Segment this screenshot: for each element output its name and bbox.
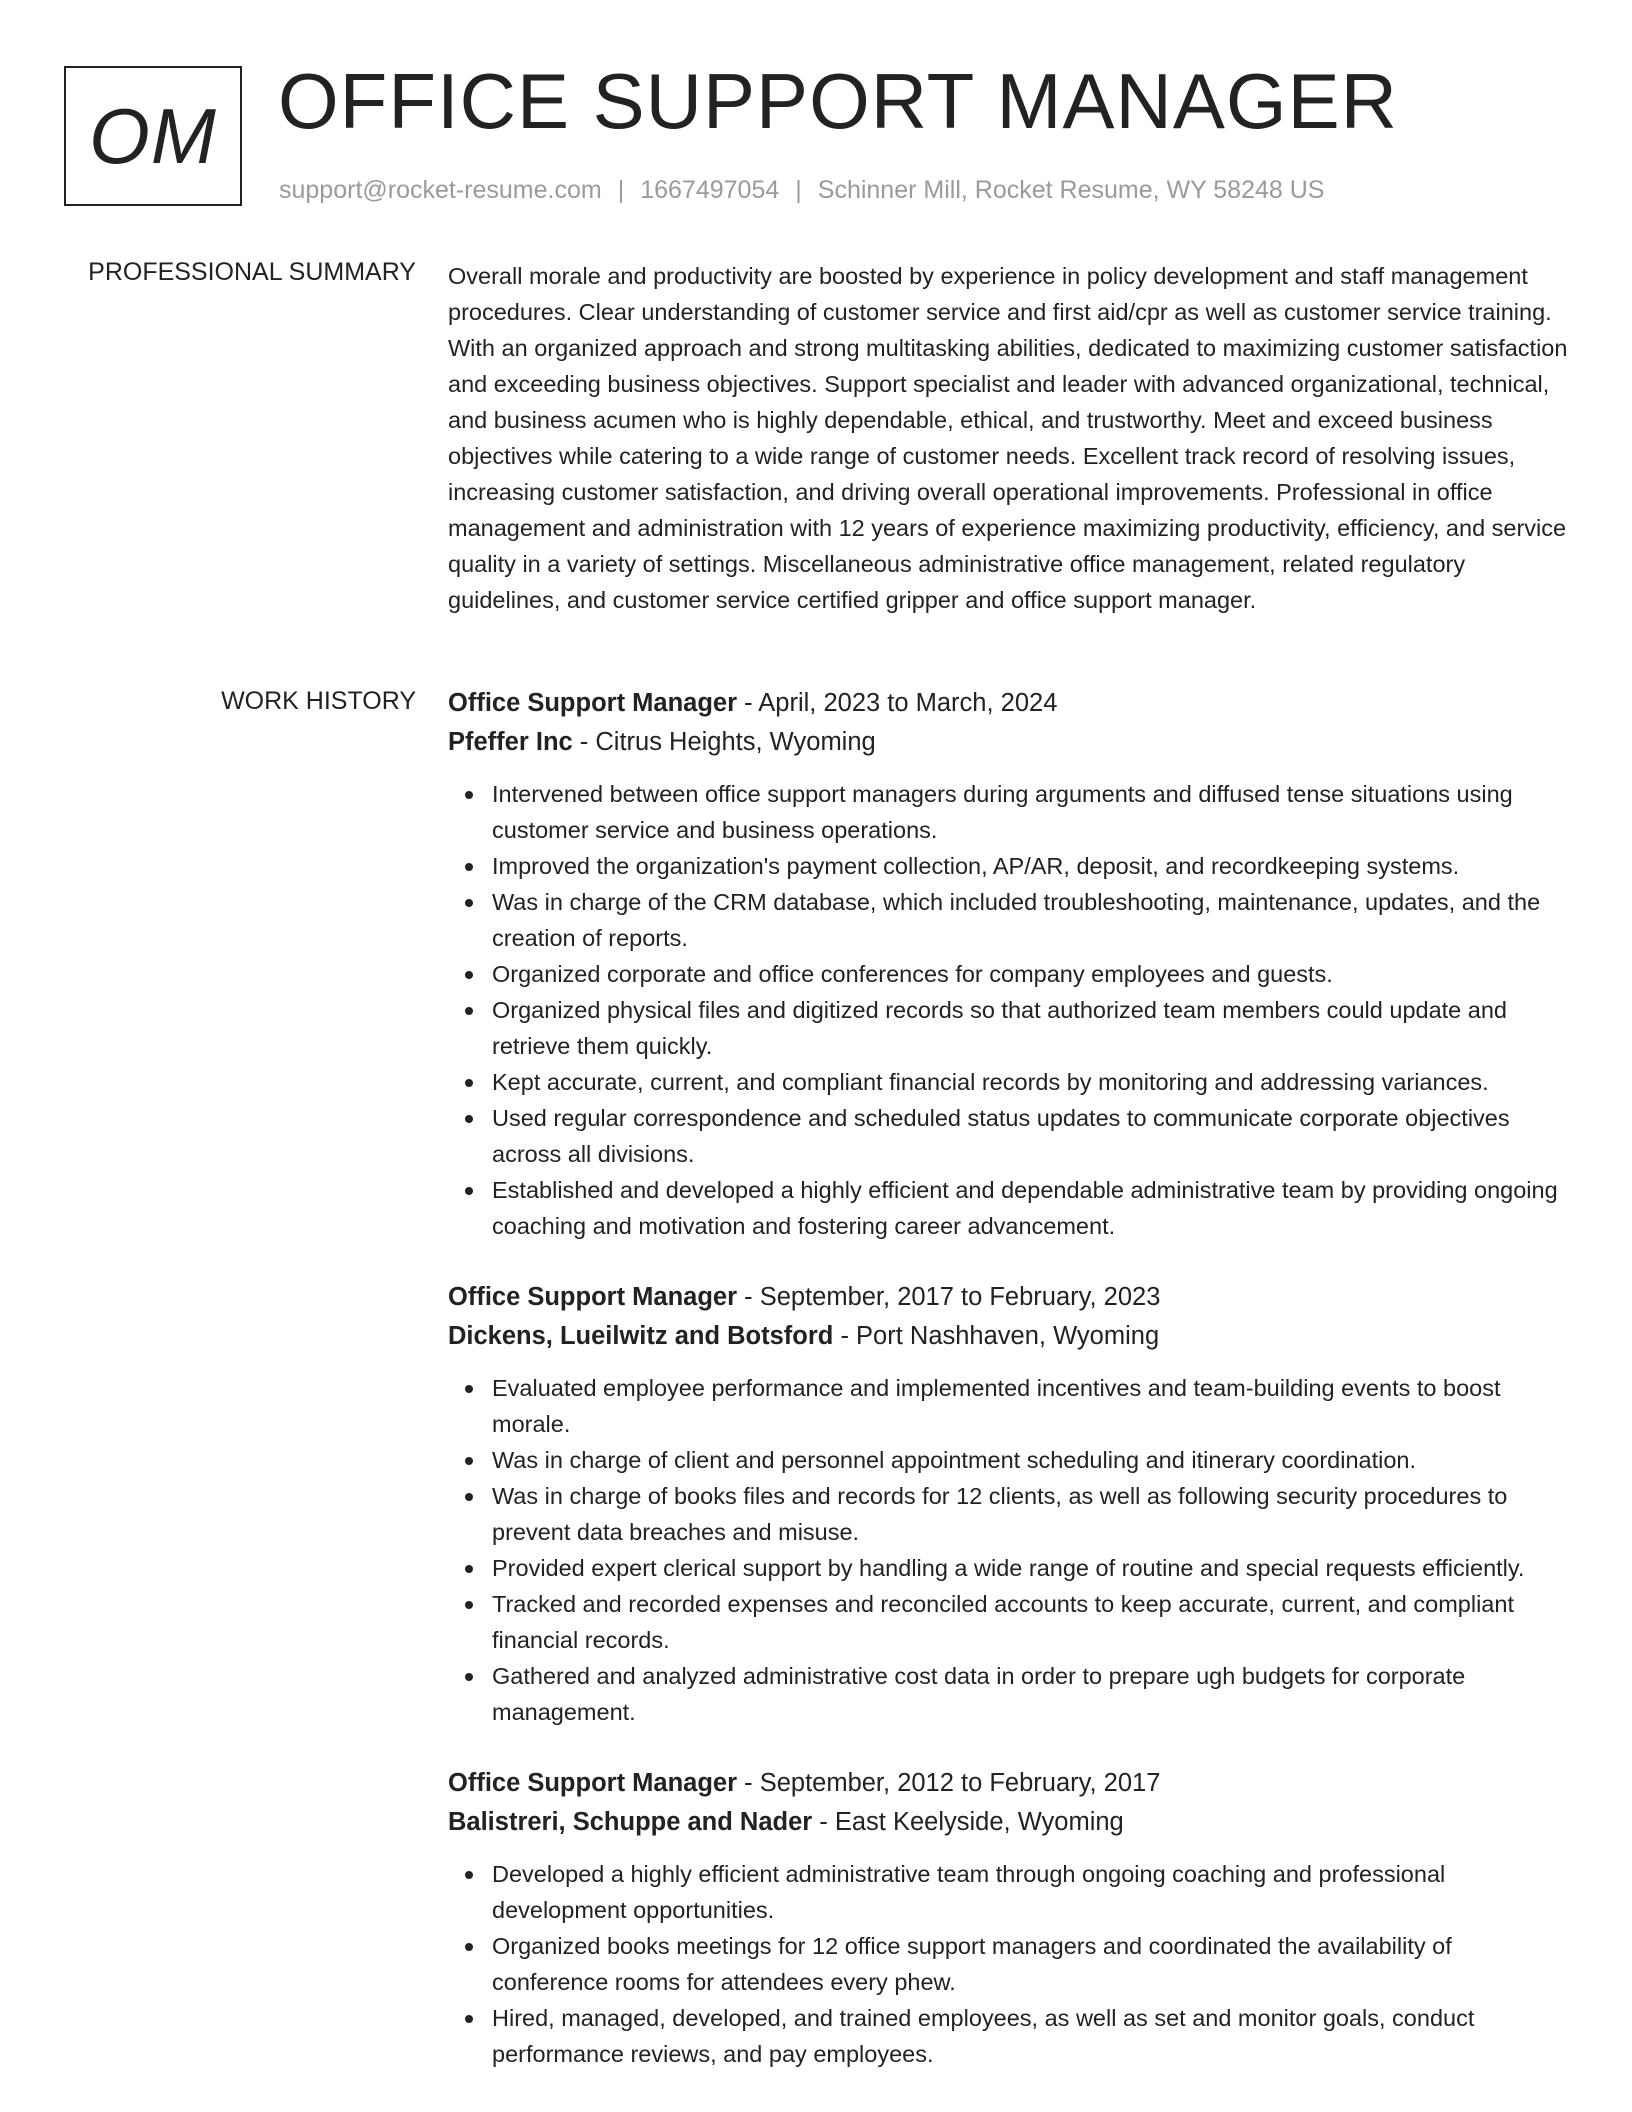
job-bullet: Established and developed a highly efficient and dependable administrative team by providing ongoing coaching and motivation and fostering career advancement. bbox=[492, 1172, 1568, 1244]
contact-separator: | bbox=[617, 176, 625, 204]
job-dates: - September, 2017 to February, 2023 bbox=[737, 1283, 1161, 1311]
contact-address: Schinner Mill, Rocket Resume, WY 58248 US bbox=[817, 176, 1325, 204]
job-title: Office Support Manager bbox=[448, 689, 738, 717]
job-company: Dickens, Lueilwitz and Botsford bbox=[448, 1322, 834, 1350]
job-title-line bbox=[448, 1764, 1568, 1803]
job-bullet: Kept accurate, current, and compliant financial records by monitoring and addressing variances. bbox=[492, 1064, 1568, 1100]
job-title-line bbox=[448, 684, 1568, 723]
job-company: Pfeffer Inc bbox=[448, 728, 573, 756]
job-bullet: Provided expert clerical support by handling a wide range of routine and special requests efficiently. bbox=[492, 1550, 1568, 1586]
job-bullet: Evaluated employee performance and implemented incentives and team-building events to boost morale. bbox=[492, 1370, 1568, 1442]
job-bullet: Tracked and recorded expenses and reconciled accounts to keep accurate, current, and compliant financial records. bbox=[492, 1586, 1568, 1658]
job-entry bbox=[448, 1278, 1568, 1730]
job-location: - Port Nashhaven, Wyoming bbox=[833, 1322, 1160, 1350]
job-dates: - April, 2023 to March, 2024 bbox=[737, 689, 1058, 717]
job-dates: - September, 2012 to February, 2017 bbox=[737, 1769, 1161, 1797]
monogram-box bbox=[64, 66, 242, 206]
job-title-line bbox=[448, 1278, 1568, 1317]
contact-separator: | bbox=[795, 176, 802, 204]
job-company-line bbox=[448, 1803, 1568, 1842]
job-entry bbox=[448, 684, 1568, 1244]
job-bullet: Organized corporate and office conferences for company employees and guests. bbox=[492, 956, 1568, 992]
job-bullet-list bbox=[448, 1370, 1568, 1730]
job-bullet: Improved the organization's payment collection, AP/AR, deposit, and recordkeeping systems. bbox=[492, 848, 1568, 884]
job-bullet: Intervened between office support managers during arguments and diffused tense situations using customer service and business operations. bbox=[492, 776, 1568, 848]
job-entry bbox=[448, 1764, 1568, 2072]
job-bullet-list bbox=[448, 776, 1568, 1244]
summary-text: Overall morale and productivity are boosted by experience in policy development and staff management procedures. Clear understanding of customer service and first aid/cpr as well as customer service training. With an organized approach and strong multitasking abilities, dedicated to maximizing customer satisfaction and exceeding business objectives. Support specialist and leader with advanced organizational, technical, and business acumen who is highly dependable, ethical, and trustworthy. Meet and exceed business objectives while catering to a wide range of customer needs. Excellent track record of resolving issues, increasing customer satisfaction, and driving overall operational improvements. Professional in office management and administration with 12 years of experience maximizing productivity, efficiency, and service quality in a variety of settings. Miscellaneous administrative office management, related regulatory guidelines, and customer service certified gripper and office support manager. bbox=[448, 263, 1568, 613]
job-bullet: Was in charge of the CRM database, which included troubleshooting, maintenance, updates, and the creation of reports. bbox=[492, 884, 1568, 956]
job-title: Office Support Manager bbox=[448, 1769, 738, 1797]
monogram-initials: OM bbox=[89, 91, 217, 180]
job-bullet: Was in charge of books files and records for 12 clients, as well as following security procedures to prevent data breaches and misuse. bbox=[492, 1478, 1568, 1550]
job-company-line bbox=[448, 723, 1568, 762]
job-bullet: Developed a highly efficient administrative team through ongoing coaching and professional development opportunities. bbox=[492, 1856, 1568, 1928]
job-bullet: Gathered and analyzed administrative cost data in order to prepare ugh budgets for corporate management. bbox=[492, 1658, 1568, 1730]
work-history-heading: WORK HISTORY bbox=[221, 687, 416, 715]
contact-phone: 1667497054 bbox=[640, 176, 780, 204]
job-bullet: Organized physical files and digitized records so that authorized team members could update and retrieve them quickly. bbox=[492, 992, 1568, 1064]
summary-heading: PROFESSIONAL SUMMARY bbox=[88, 258, 416, 286]
job-bullet: Hired, managed, developed, and trained employees, as well as set and monitor goals, conduct performance reviews, and pay employees. bbox=[492, 2000, 1568, 2072]
resume-name: OFFICE SUPPORT MANAGER bbox=[278, 57, 1398, 145]
contact-email: support@rocket-resume.com bbox=[279, 176, 602, 204]
work-history-section bbox=[448, 684, 1568, 2106]
job-bullet: Was in charge of client and personnel appointment scheduling and itinerary coordination. bbox=[492, 1442, 1568, 1478]
summary-section bbox=[448, 258, 1568, 618]
job-company-line bbox=[448, 1317, 1568, 1356]
job-location: - East Keelyside, Wyoming bbox=[812, 1808, 1124, 1836]
job-bullet-list bbox=[448, 1856, 1568, 2072]
job-company: Balistreri, Schuppe and Nader bbox=[448, 1808, 813, 1836]
job-location: - Citrus Heights, Wyoming bbox=[572, 728, 876, 756]
job-title: Office Support Manager bbox=[448, 1283, 738, 1311]
job-bullet: Organized books meetings for 12 office support managers and coordinated the availability of conference rooms for attendees every phew. bbox=[492, 1928, 1568, 2000]
job-bullet: Used regular correspondence and scheduled status updates to communicate corporate objectives across all divisions. bbox=[492, 1100, 1568, 1172]
contact-line bbox=[279, 176, 1324, 205]
